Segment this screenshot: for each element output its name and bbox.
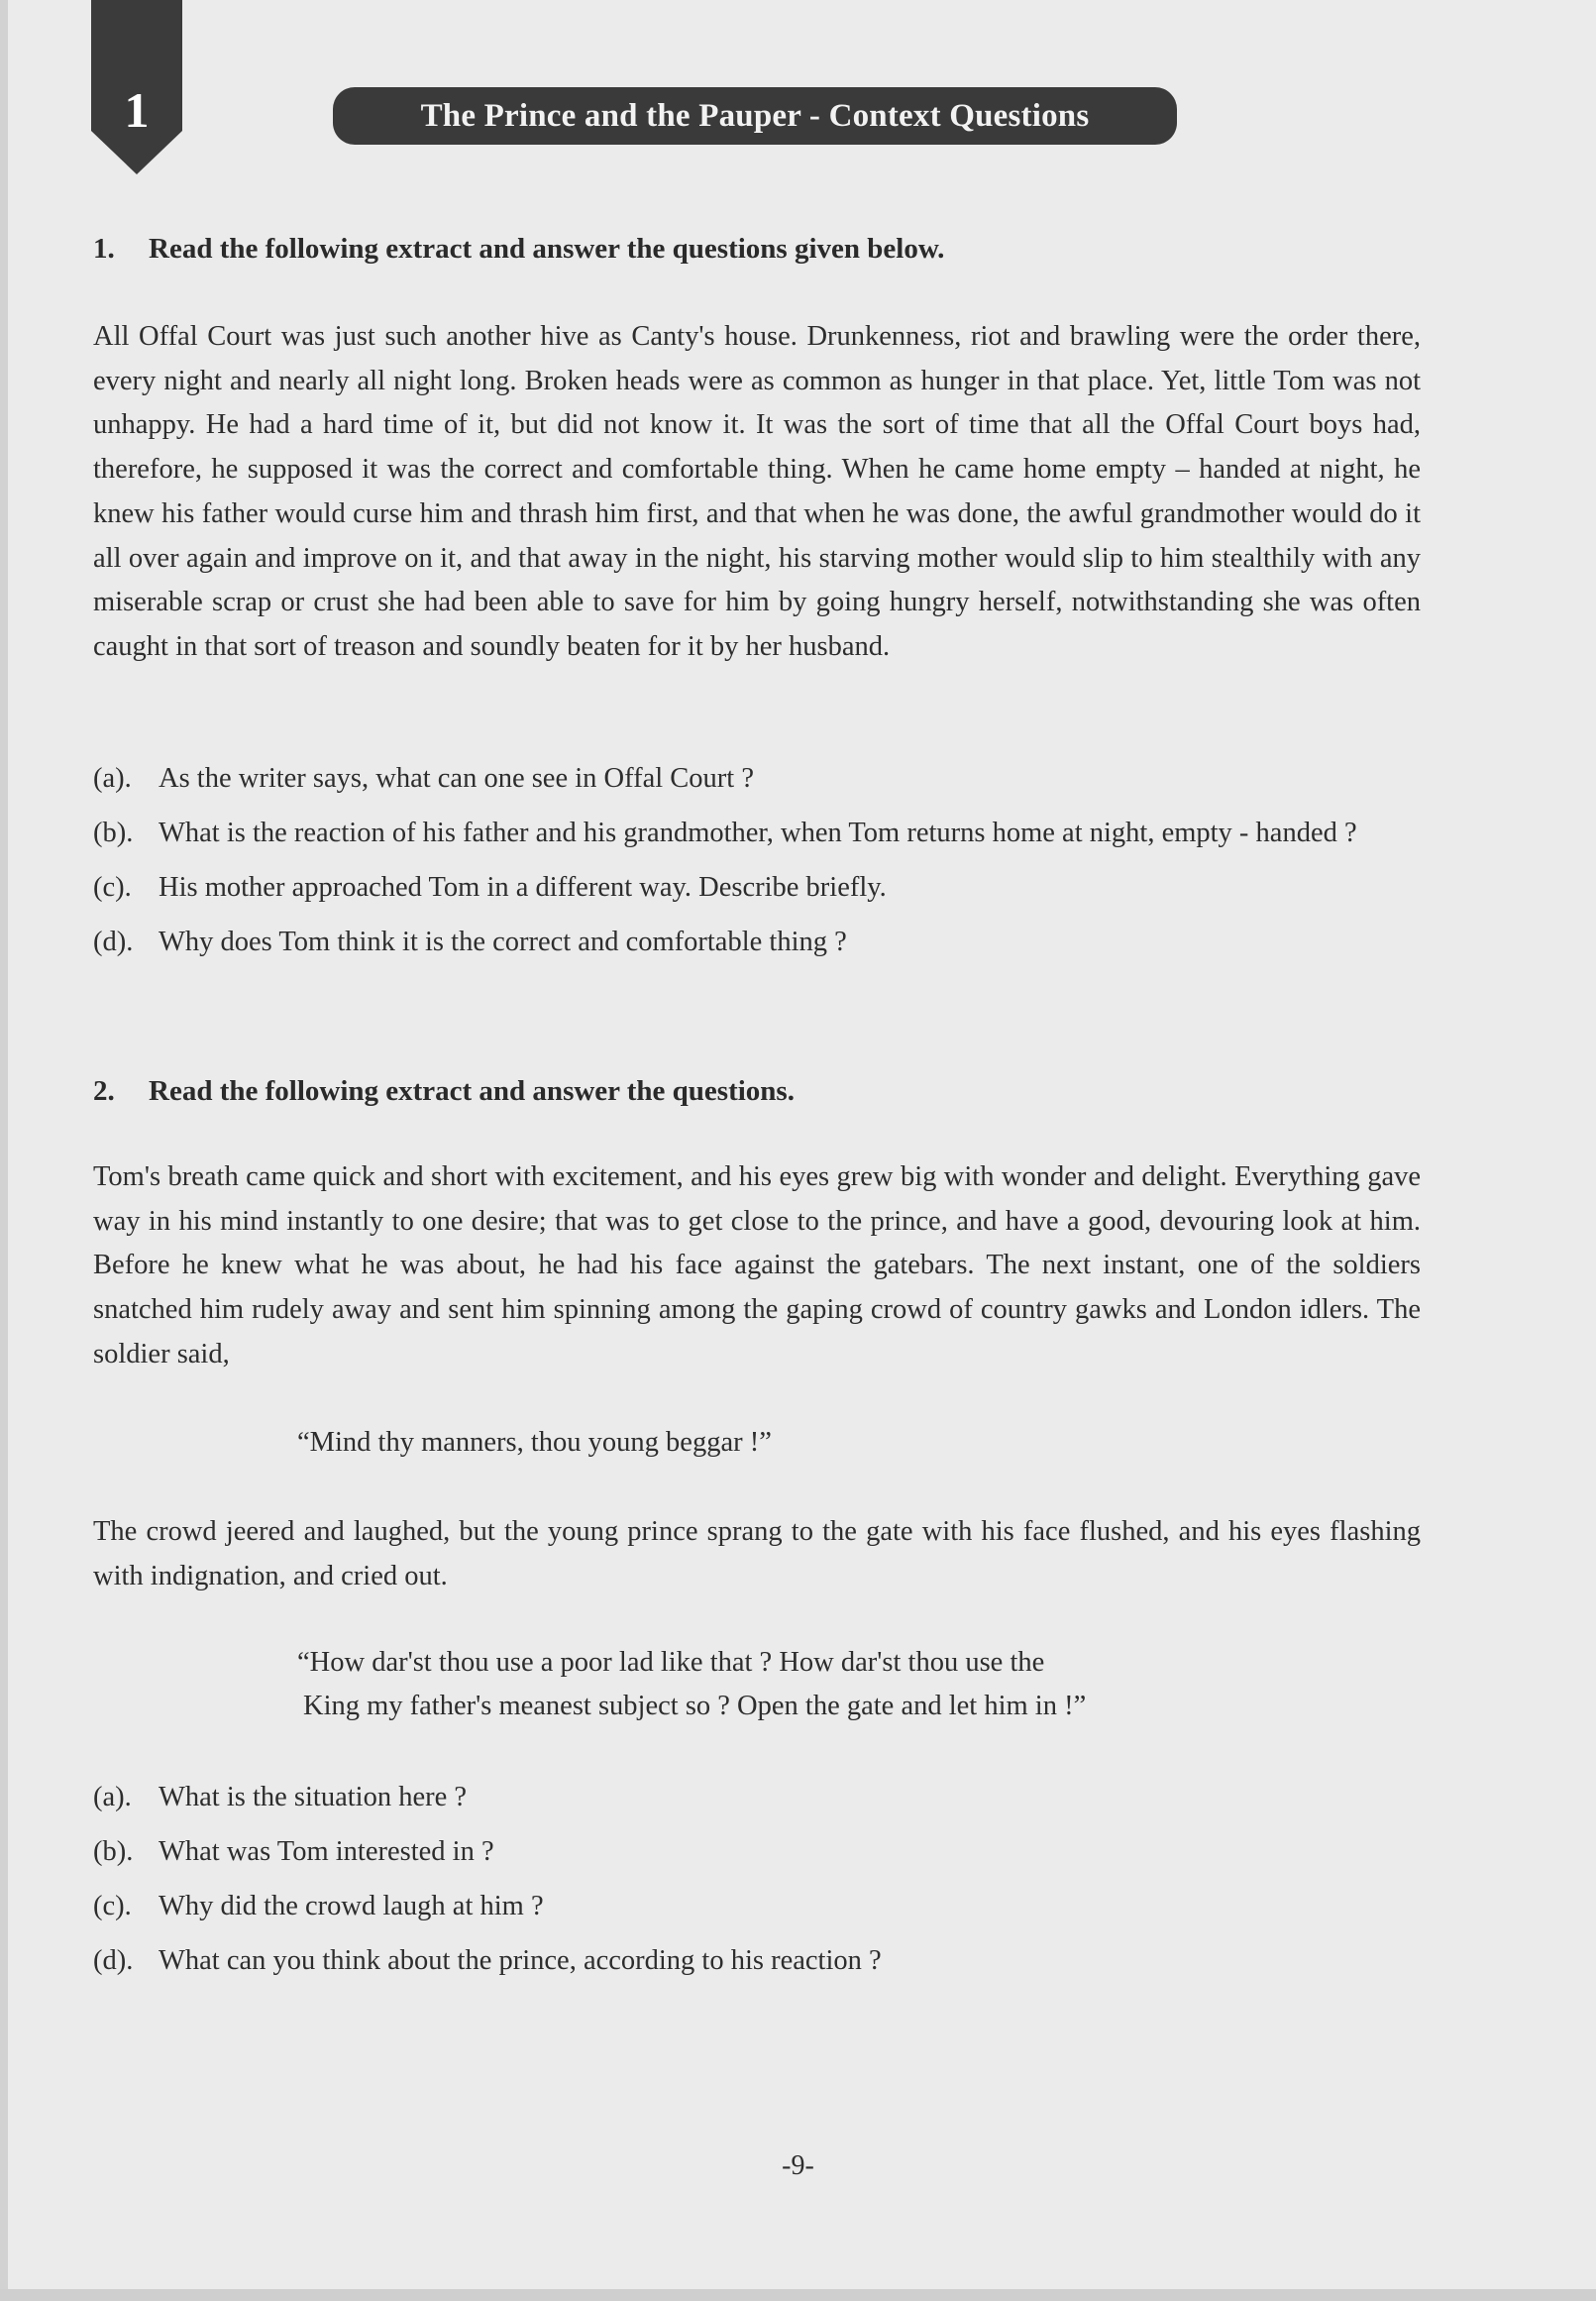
question-1-extract: All Offal Court was just such another hive as Canty's house. Drunkenness, riot and brawling were the order there, every night and nearly all night long. Broken heads were as common as hunger in that place. Yet, little Tom was not unhappy. He had a hard time of it, but did not know it. It was the sort of time that all the Offal Court boys had, therefore, he supposed it was the correct and comfortable thing. When he came home empty – handed at night, he knew his father would curse him and thrash him first, and that when he was done, the awful grandmother would do it all over again and improve on it, and that away in the night, his starving mother would slip to him stealthily with any miserable scrap or crust she had been able to save for him by going hungry herself, notwithstanding she was often caught in that sort of treason and soundly beaten for it by her husband.: [93, 321, 1421, 662]
question-1-heading: [93, 232, 944, 267]
question-2-number: 2.: [93, 1075, 115, 1107]
subquestion-1d: (d). Why does Tom think it is the correct and comfortable thing ?: [93, 927, 847, 957]
subquestion-2a: (a). What is the situation here ?: [93, 1782, 468, 1812]
chapter-ribbon: [91, 0, 182, 176]
question-1-number: 1.: [93, 233, 115, 265]
subquestion-2c: (c). Why did the crowd laugh at him ?: [93, 1891, 544, 1921]
page-left-edge: [0, 0, 8, 2301]
question-2-extract-part-2: The crowd jeered and laughed, but the young prince sprang to the gate with his face flushed, and his eyes flashing with indignation, and cried out.: [93, 1516, 1421, 1591]
prince-quote-line-1: “How dar'st thou use a poor lad like that ? How dar'st thou use the: [297, 1647, 1045, 1678]
question-2-heading-text: Read the following extract and answer the questions.: [149, 1075, 795, 1107]
question-2-extract-part-1: Tom's breath came quick and short with excitement, and his eyes grew big with wonder and delight. Everything gave way in his mind instantly to one desire; that was to get close to the prince, and have a good, devouring look at him. Before he knew what he was about, he had his face against the gatebars. The next instant, one of the soldiers snatched him rudely away and sent him spinning among the gaping crowd of country gawks and London idlers. The soldier said,: [93, 1161, 1421, 1370]
chapter-number: 1: [124, 82, 150, 138]
prince-quote-line-2: King my father's meanest subject so ? Open the gate and let him in !”: [303, 1691, 1087, 1721]
soldier-quote: “Mind thy manners, thou young beggar !”: [297, 1427, 772, 1458]
subquestion-1a: (a). As the writer says, what can one see in Offal Court ?: [93, 763, 754, 794]
question-2-heading: [93, 1074, 795, 1109]
question-2-subquestions: [93, 1776, 1421, 1994]
subquestion-1c: (c). His mother approached Tom in a different way. Describe briefly.: [93, 872, 887, 903]
page-bottom-edge: [0, 2289, 1596, 2301]
subquestion-2d: (d). What can you think about the prince, according to his reaction ?: [93, 1945, 882, 1976]
page-number: -9-: [782, 2150, 814, 2181]
chapter-title: The Prince and the Pauper - Context Questions: [333, 87, 1177, 145]
question-1-heading-text: Read the following extract and answer the questions given below.: [149, 233, 945, 265]
subquestion-1b: (b). What is the reaction of his father and his grandmother, when Tom returns home at night, empty - handed ?: [93, 818, 1357, 848]
subquestion-2b: (b). What was Tom interested in ?: [93, 1836, 494, 1867]
question-1-subquestions: [93, 757, 1421, 975]
